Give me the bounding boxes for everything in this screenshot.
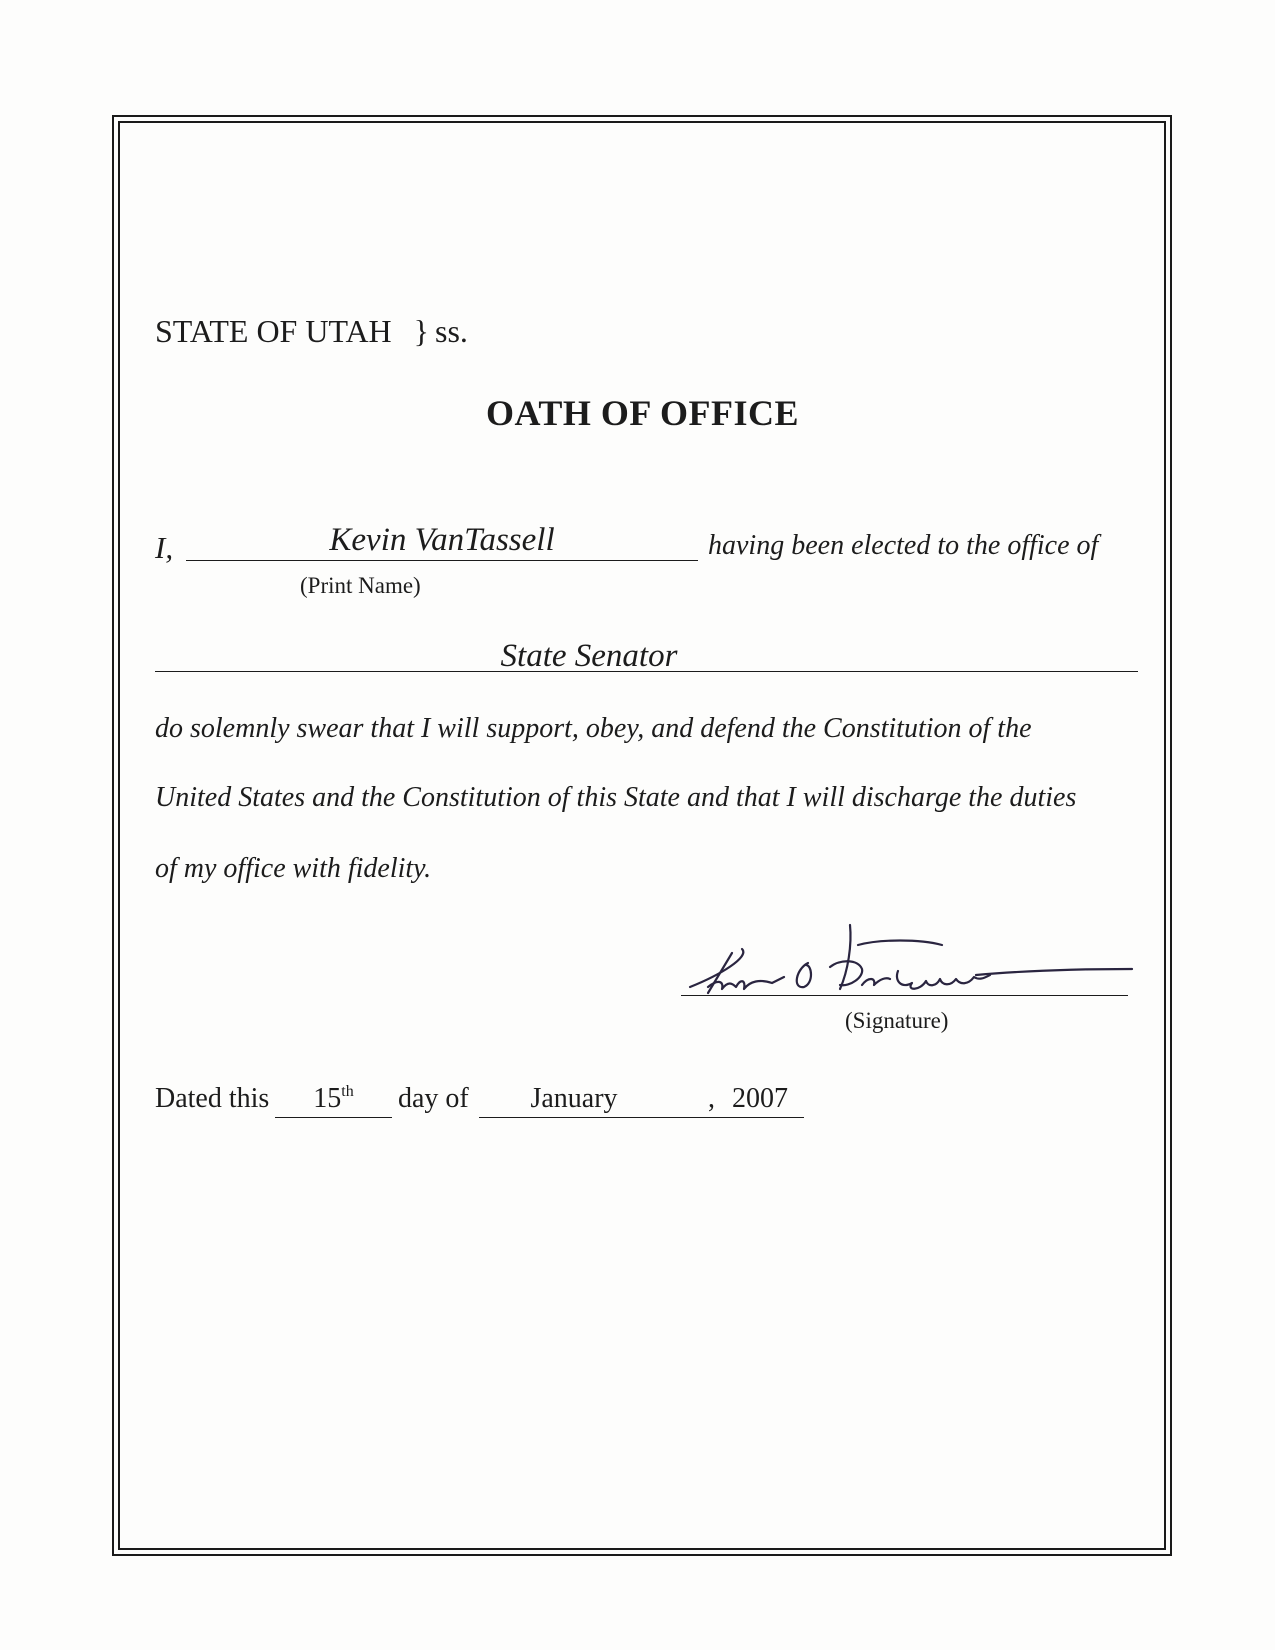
day-of-label: day of [398, 1083, 469, 1114]
office-field-value: State Senator [500, 638, 678, 674]
year-field-value: 2007 [732, 1083, 788, 1114]
state-name: STATE OF UTAH [155, 313, 392, 349]
oath-text-line-3: of my office with fidelity. [155, 853, 432, 884]
signature-underline [681, 995, 1128, 996]
brace-symbol: } [413, 313, 430, 349]
intro-word: I, [155, 530, 174, 565]
oath-text-line-2: United States and the Constitution of this State and that I will discharge the duties [155, 782, 1077, 813]
handwritten-signature [680, 915, 1160, 1015]
name-field-value: Kevin VanTassell [329, 522, 555, 558]
year-underline [716, 1117, 804, 1118]
month-field-value: January [530, 1083, 618, 1114]
state-heading [155, 313, 468, 350]
ss-abbrev: ss. [435, 313, 468, 349]
print-name-label: (Print Name) [300, 573, 421, 598]
oath-text-line-1: do solemnly swear that I will support, obey, and defend the Constitution of the [155, 713, 1032, 744]
day-underline [275, 1117, 392, 1118]
day-number: 15 [313, 1083, 342, 1114]
dated-label: Dated this [155, 1083, 270, 1114]
document-title: OATH OF OFFICE [486, 393, 799, 433]
month-underline [479, 1117, 716, 1118]
day-field-value [275, 1083, 392, 1115]
day-suffix: th [341, 1083, 354, 1100]
having-elected-text: having been elected to the office of [708, 530, 1099, 561]
date-comma: , [708, 1083, 715, 1114]
signature-label: (Signature) [845, 1008, 949, 1033]
name-underline [186, 560, 698, 561]
